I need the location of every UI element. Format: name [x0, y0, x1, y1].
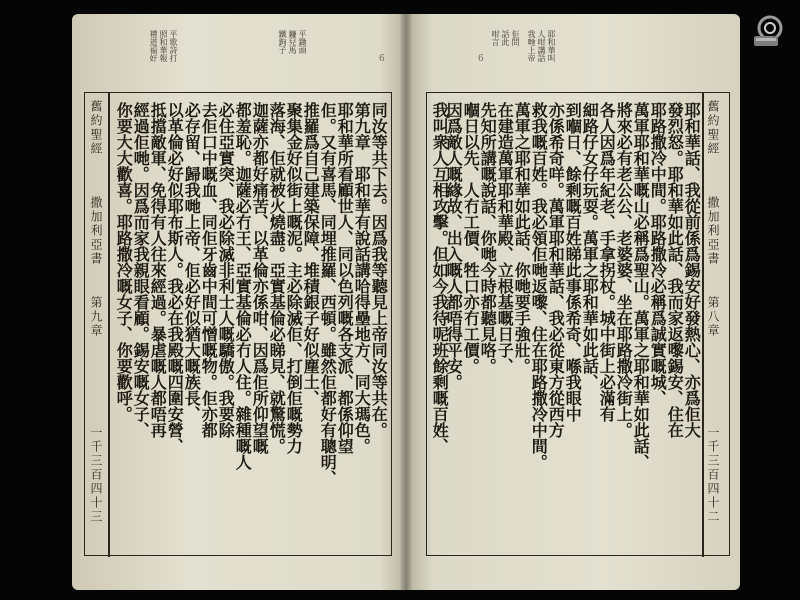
left-column-4: 佢。又有喜馬、同埋推羅、西頓。雖然佢都好有聰明、	[318, 102, 338, 486]
right-header-page: 一千三百四十二	[706, 426, 720, 524]
right-margin-note-1: 佢問	[511, 30, 520, 46]
left-margin-note-4: 平鋤頭	[298, 30, 307, 54]
left-column-9: 都羞恥。迦薩必冇王、亞實基倫必冇人住。雜種嘅人	[233, 102, 253, 470]
left-column-13: 以革倫必好似耶布斯人。我必在我殿嘅四圍安營、	[165, 102, 185, 454]
right-margin-note-4: 耶和華叫	[547, 30, 556, 62]
book-gutter	[400, 14, 412, 590]
left-header-rule	[108, 92, 110, 557]
left-page	[72, 14, 406, 590]
right-column-14: 嗰日以先、人冇工價、牲口亦冇工價。	[461, 102, 481, 374]
right-page	[406, 14, 740, 590]
left-header-chapter: 第九章	[89, 296, 103, 338]
right-column-16: 我叫衆人互相攻擊。但如今我待呢班餘剩嘅百姓、	[430, 102, 450, 454]
right-margin-note-5: 人咁講話	[537, 30, 546, 62]
left-column-1: 同汝等共下去。因爲我等聽見上帝同汝等共在。	[369, 102, 389, 438]
left-header-page: 一千三百四十三	[89, 426, 103, 524]
left-column-8: 迦薩亦都好痛苦、以革倫亦係咁、因爲佢所仰望嘅	[250, 102, 270, 454]
right-column-10: 救我嘅百姓。我必領佢哋返嚟、住在耶路撒冷中間。	[529, 102, 549, 470]
left-margin-note-3: 禮道福好	[149, 30, 158, 62]
right-header-title: 撒加利亞書	[706, 196, 720, 266]
left-margin-note-6: 鐵鉤子	[278, 30, 287, 54]
left-column-3: 耶和華所看顧世人、同以色列嘅各支派、都係仰望	[335, 102, 355, 454]
right-column-15: 因爲敵人嘅緣故、出入嘅人都唔得平安。	[444, 102, 464, 390]
right-column-8: 到嗰日、餘剩嘅百姓睇此事係希奇、喺我眼中	[563, 102, 583, 422]
right-header-book: 舊約聖經	[706, 100, 720, 156]
right-column-12: 在建造萬軍耶和華殿、立根基嘅日子、	[495, 102, 515, 374]
left-header-title: 撒加利亞書	[89, 196, 103, 266]
open-book	[72, 14, 748, 590]
left-column-7: 落海、佢就被火燒盡。亞實基倫必睇見、就驚慌。	[267, 102, 287, 454]
right-column-11: 萬軍之耶和華如此話、你哋要手強壯。	[512, 102, 532, 374]
right-column-1: 耶和華話、我從前係爲錫安好發熱心、亦爲佢大	[682, 102, 702, 438]
right-column-4: 萬軍耶和華嘅山必稱爲聖山。萬軍之耶和華如此話、	[631, 102, 651, 470]
right-column-13: 先知所講嘅說話、你哋今時都聽見咯。	[478, 102, 498, 374]
binder-clip-icon	[752, 14, 784, 48]
left-column-11: 去佢口中嘅血、同佢牙齒中間可憎嘅物。佢亦都	[199, 102, 219, 438]
left-margin-note-2: 照和華報	[159, 30, 168, 62]
right-column-3: 耶路撒冷中間。耶路撒冷必稱爲誠實嘅城、	[648, 102, 668, 406]
left-page-marker: 6	[379, 54, 385, 64]
right-margin-note-3: 咁言	[491, 30, 500, 46]
right-margin-note-6: 我哋上帝	[527, 30, 536, 62]
right-margin-note-2: 話此	[501, 30, 510, 46]
right-column-6: 各人因爲年紀老、手拿拐杖。城中街上必滿有	[597, 102, 617, 422]
left-column-12: 必存留、歸我哋上帝、佢必好似猶大嘅族長、	[182, 102, 202, 422]
left-column-10: 必住亞實突、我必除滅非利士人嘅驕傲。我要除	[216, 102, 236, 438]
left-margin-note-5: 鐮兒馬	[288, 30, 297, 54]
right-column-7: 細路仔女仔玩耍。萬軍之耶和華如此話、	[580, 102, 600, 390]
right-column-9: 亦係希奇咩。萬軍耶和華話、我必從東方從西方	[546, 102, 566, 438]
left-column-15: 經過佢哋。因爲而家我親眼看顧。錫安嘅女子、	[131, 102, 151, 438]
left-margin-note-1: 平歌詩打	[169, 30, 178, 62]
right-page-marker: 6	[478, 54, 484, 64]
right-header-chapter: 第八章	[706, 296, 720, 338]
left-column-16: 你要大大歡喜。耶路撒冷嘅女子、你要歡呼。	[114, 102, 134, 422]
left-header-book: 舊約聖經	[89, 100, 103, 156]
left-column-2: 第九章 耶和華有說話講哈得壘地方、同大瑪色。	[352, 102, 372, 454]
left-column-5: 推羅爲自己建築保障、堆積銀子好似塵土、	[301, 102, 321, 406]
right-column-5: 將來必有老公公、老婆婆、坐在耶路撒冷街上。	[614, 102, 634, 438]
left-column-14: 抵擋敵軍、免得有人往來經過。暴虐嘅人都唔再	[148, 102, 168, 438]
right-column-2: 發烈怒。耶和華如此話、我而家返嚟錫安、住在	[665, 102, 685, 438]
left-column-6: 聚集金好似街上嘅泥。主必除滅佢、打倒佢嘅勢力	[284, 102, 304, 454]
